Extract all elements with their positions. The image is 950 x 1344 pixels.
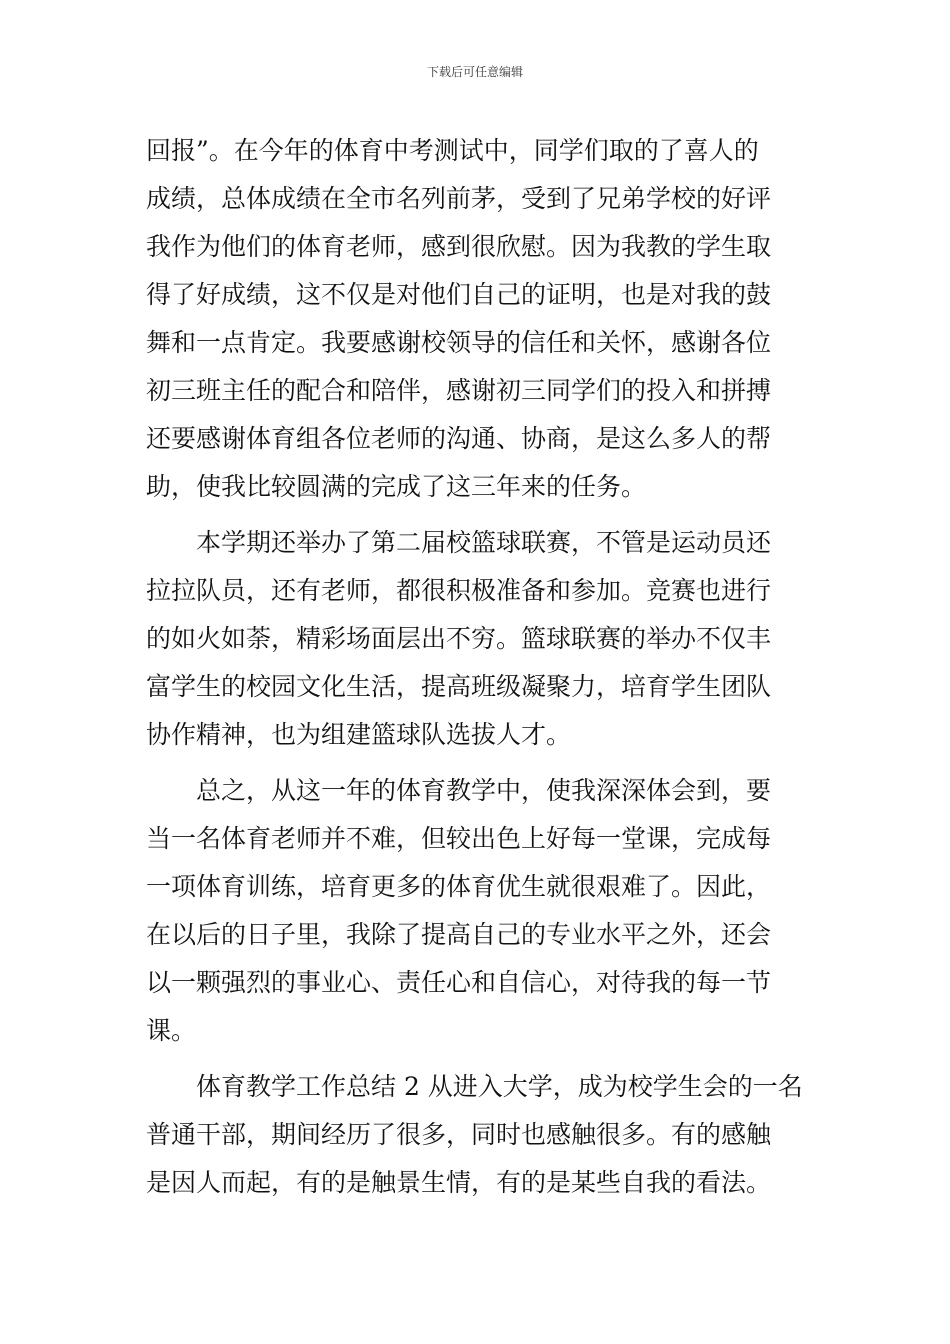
paragraph-spacer — [146, 511, 812, 519]
text-line: 成绩，总体成绩在全市名列前茅，受到了兄弟学校的好评 — [146, 184, 772, 213]
text-line: 得了好成绩，这不仅是对他们自己的证明，也是对我的鼓 — [146, 280, 772, 309]
text-line: 富学生的校园文化生活，提高班级凝聚力，培育学生团队 — [146, 672, 772, 701]
text-line: 以一颗强烈的事业心、责任心和自信心，对待我的每一节 — [146, 968, 772, 997]
text-line: 是因人而起，有的是触景生情，有的是某些自我的看法。 — [146, 1168, 772, 1197]
text-line: 回报”。在今年的体育中考测试中，同学们取的了喜人的 — [146, 136, 759, 165]
paragraph-spacer — [146, 759, 812, 767]
text-line: 在以后的日子里，我除了提高自己的专业水平之外，还会 — [146, 920, 772, 949]
text-line: 还要感谢体育组各位老师的沟通、协商，是这么多人的帮 — [146, 424, 772, 453]
page-header: 下载后可任意编辑 — [426, 65, 523, 79]
text-line: 初三班主任的配合和陪伴，感谢初三同学们的投入和拼搏 — [146, 376, 772, 405]
text-line: 体育教学工作总结 2 从进入大学，成为校学生会的一名 — [146, 1072, 803, 1101]
paragraph — [146, 519, 812, 759]
document-body — [146, 127, 812, 1207]
text-line: 助，使我比较圆满的完成了这三年来的任务。 — [146, 472, 647, 501]
text-line: 本学期还举办了第二届校篮球联赛，不管是运动员还 — [146, 528, 772, 557]
text-line: 普通干部，期间经历了很多，同时也感触很多。有的感触 — [146, 1120, 772, 1149]
text-line: 舞和一点肯定。我要感谢校领导的信任和关怀，感谢各位 — [146, 328, 772, 357]
text-line: 的如火如荼，精彩场面层出不穷。篮球联赛的举办不仅丰 — [146, 624, 772, 653]
text-line: 协作精神，也为组建篮球队选拔人才。 — [146, 720, 572, 749]
paragraph — [146, 767, 812, 1055]
paragraph-spacer — [146, 1055, 812, 1063]
text-line: 课。 — [146, 1016, 197, 1045]
paragraph — [146, 127, 812, 511]
text-line: 当一名体育老师并不难，但较出色上好每一堂课，完成每 — [146, 824, 772, 853]
paragraph — [146, 1063, 812, 1207]
text-line: 拉拉队员，还有老师，都很积极准备和参加。竞赛也进行 — [146, 576, 772, 605]
text-line: 我作为他们的体育老师，感到很欣慰。因为我教的学生取 — [146, 232, 772, 261]
text-line: 一项体育训练，培育更多的体育优生就很艰难了。因此， — [146, 872, 772, 901]
text-line: 总之，从这一年的体育教学中，使我深深体会到，要 — [146, 776, 772, 805]
